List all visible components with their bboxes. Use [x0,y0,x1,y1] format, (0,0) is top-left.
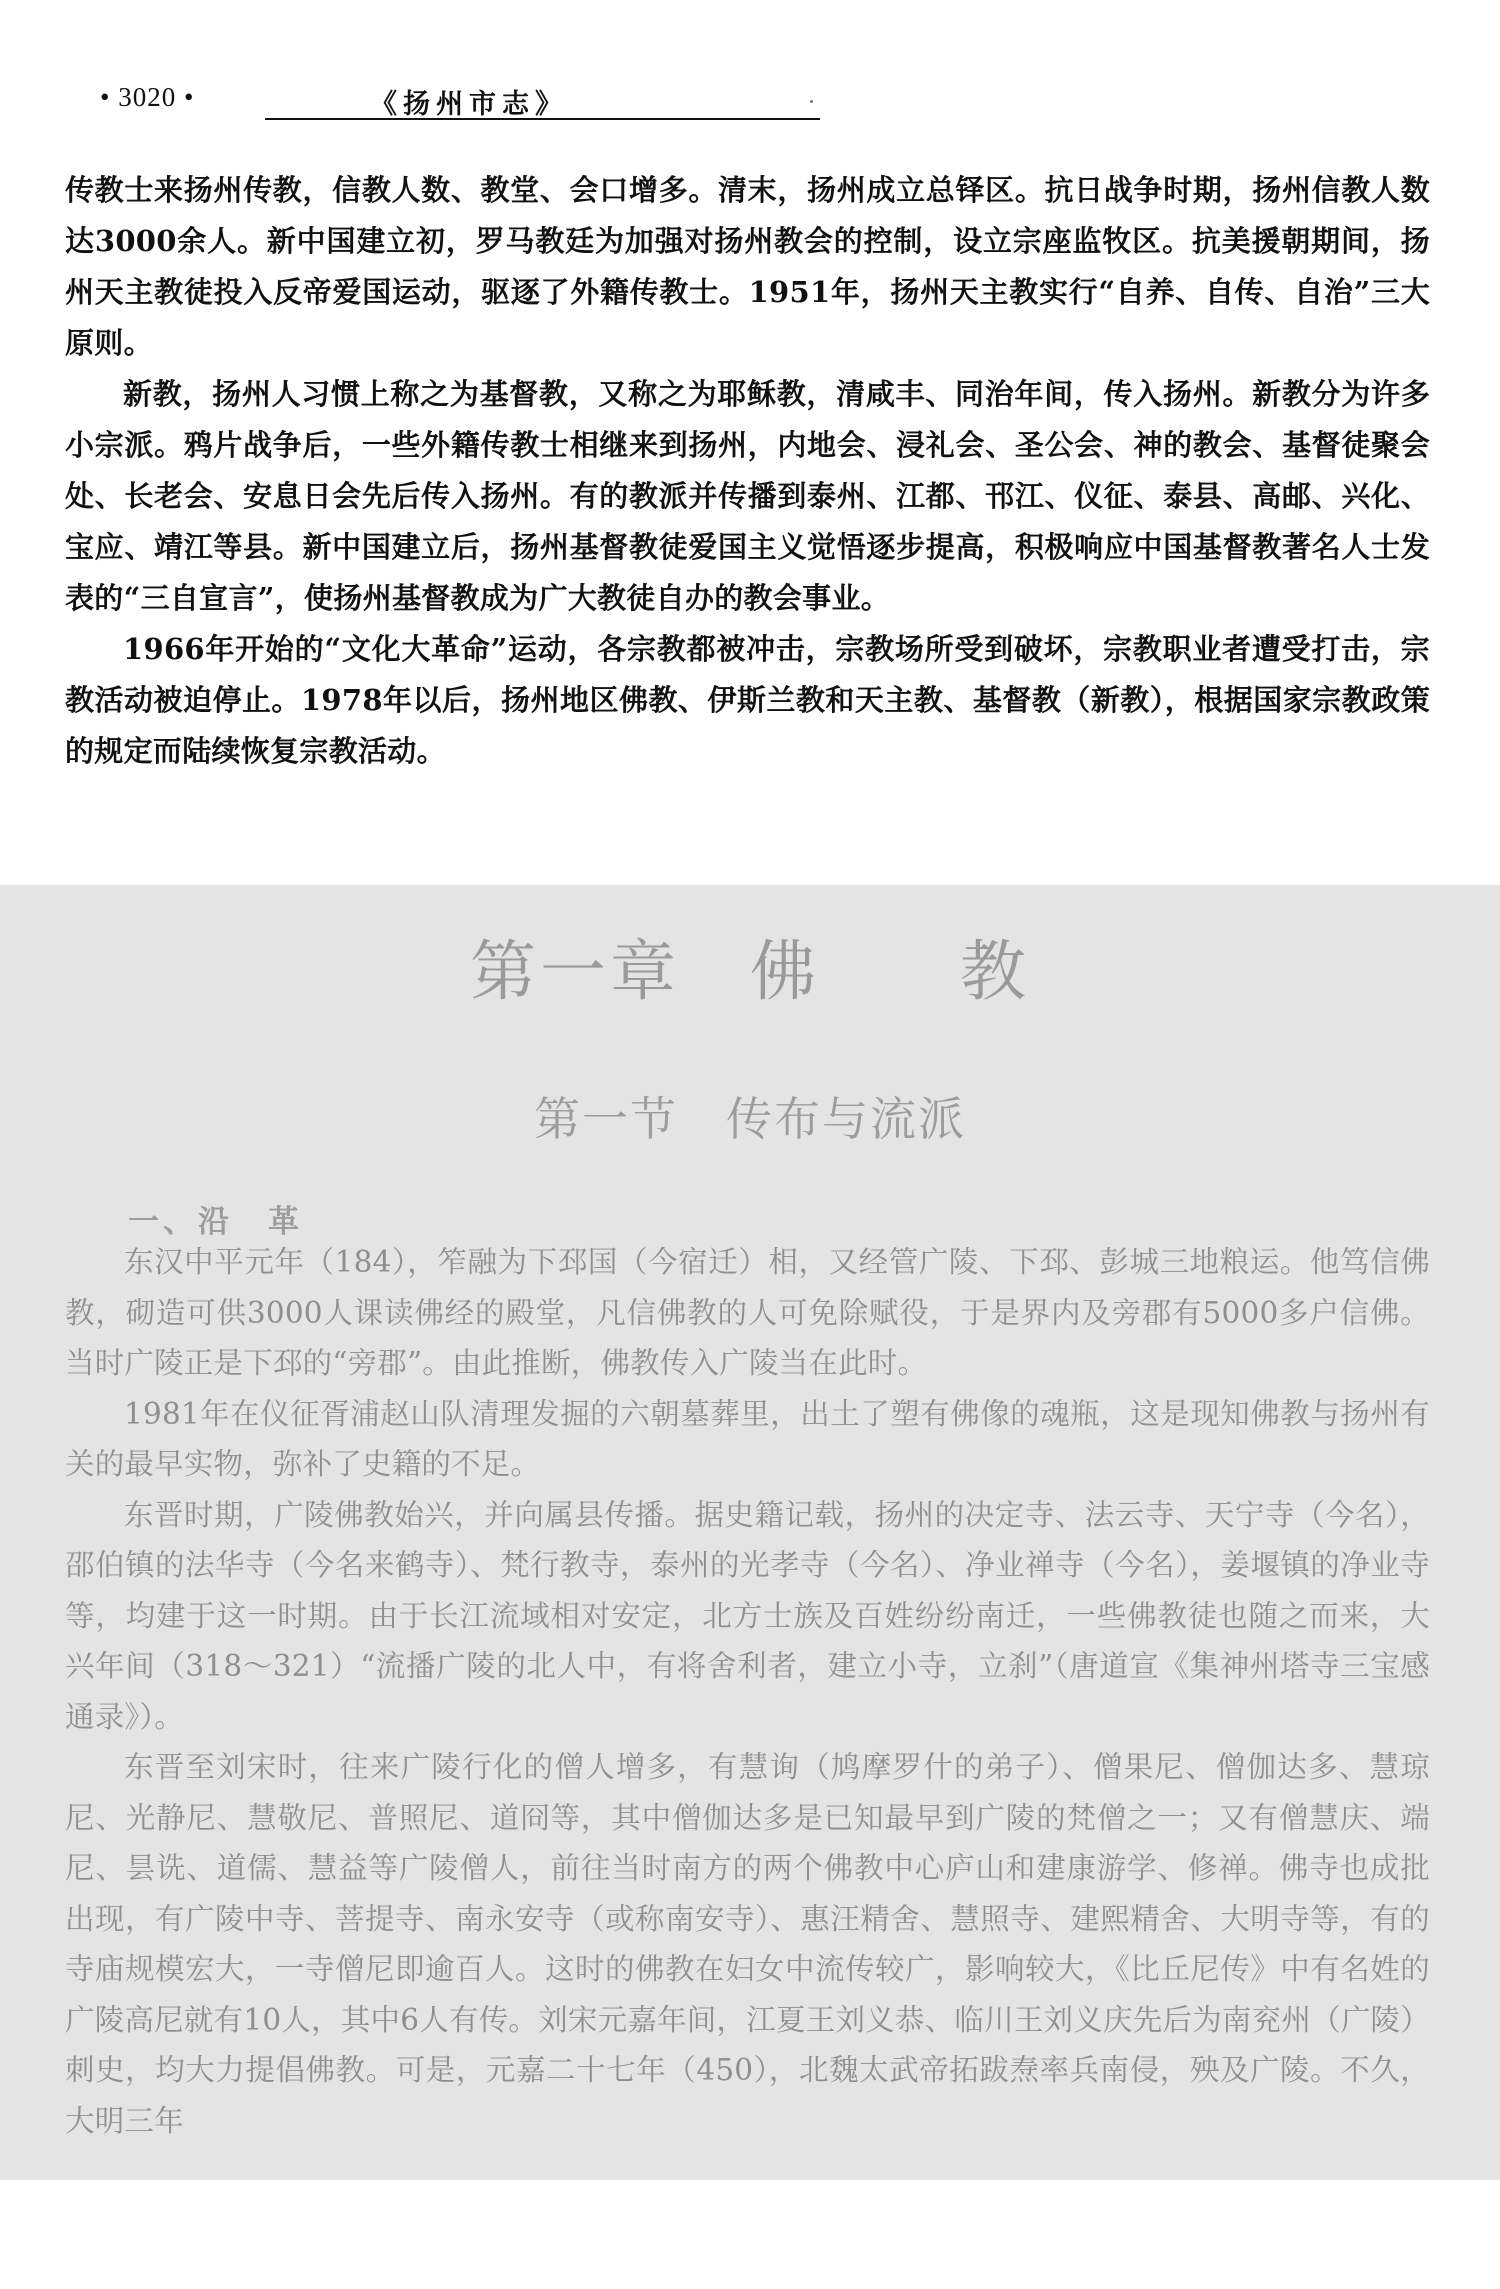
chapter-title: 第一章 佛 教 [470,933,1030,1010]
paragraph-cultural-revolution: 1966年开始的“文化大革命”运动，各宗教都被冲击，宗教场所受到破坏，宗教职业者遭受打击，宗教活动被迫停止。1978年以后，扬州地区佛教、伊斯兰教和天主教、基督教（新教），根据国家宗教政策的规定而陆续恢复宗教活动。 [65,632,1430,768]
header-rule [265,118,820,120]
scan-speck [810,100,813,103]
section-title: 第一节 传布与流派 [534,1092,966,1146]
paragraph-liu-song: 东晋至刘宋时，往来广陵行化的僧人增多，有慧询（鸠摩罗什的弟子）、僧果尼、僧伽达多、慧琼尼、光静尼、慧敬尼、普照尼、道冏等，其中僧伽达多是已知最早到广陵的梵僧之一；又有僧慧庆、端尼、昙诜、道儒、慧益等广陵僧人，前往当时南方的两个佛教中心庐山和建康游学、修禅。佛寺也成批出现，有广陵中寺、菩提寺、南永安寺（或称南安寺）、惠汪精舍、慧照寺、建熙精舍、大明寺等，有的寺庙规模宏大，一寺僧尼即逾百人。这时的佛教在妇女中流传较广，影响较大，《比丘尼传》中有名姓的广陵高尼就有10人，其中6人有传。刘宋元嘉年间，江夏王刘义恭、临川王刘义庆先后为南兖州（广陵）刺史，均大力提倡佛教。可是，元嘉二十七年（450），北魏太武帝拓跋焘率兵南侵，殃及广陵。不久，大明三年 [65,1750,1430,2138]
book-title: 《扬州市志》 [370,89,568,120]
top-body-text [65,165,1430,777]
grey-body-text [65,1237,1430,2146]
subsection-heading: 一、沿 革 [128,1204,303,1240]
paragraph-protestant: 新教，扬州人习惯上称之为基督教，又称之为耶稣教，清咸丰、同治年间，传入扬州。新教分为许多小宗派。鸦片战争后，一些外籍传教士相继来到扬州，内地会、浸礼会、圣公会、神的教会、基督徒聚会处、长老会、安息日会先后传入扬州。有的教派并传播到泰州、江都、邗江、仪征、泰县、高邮、兴化、宝应、靖江等县。新中国建立后，扬州基督教徒爱国主义觉悟逐步提高，积极响应中国基督教著名人士发表的“三自宣言”，使扬州基督教成为广大教徒自办的教会事业。 [65,377,1430,615]
paragraph-eastern-jin: 东晋时期，广陵佛教始兴，并向属县传播。据史籍记载，扬州的决定寺、法云寺、天宁寺（今名），邵伯镇的法华寺（今名来鹤寺）、梵行教寺，泰州的光孝寺（今名）、净业禅寺（今名），姜堰镇的净业寺等，均建于这一时期。由于长江流域相对安定，北方士族及百姓纷纷南迁，一些佛教徒也随之而来，大兴年间（318～321）“流播广陵的北人中，有将舍利者，建立小寺，立刹”（唐道宣《集神州塔寺三宝感通录》）。 [65,1497,1430,1734]
paragraph-archaeology: 1981年在仪征胥浦赵山队清理发掘的六朝墓葬里，出土了塑有佛像的魂瓶，这是现知佛教与扬州有关的最早实物，弥补了史籍的不足。 [65,1396,1430,1481]
paragraph-han-origin: 东汉中平元年（184），笮融为下邳国（今宿迁）相，又经管广陵、下邳、彭城三地粮运。他笃信佛教，砌造可供3000人课读佛经的殿堂，凡信佛教的人可免除赋役，于是界内及旁郡有5000多户信佛。当时广陵正是下邳的“旁郡”。由此推断，佛教传入广陵当在此时。 [65,1245,1430,1380]
paragraph-catholic-continued: 传教士来扬州传教，信教人数、教堂、会口增多。清末，扬州成立总铎区。抗日战争时期，扬州信教人数达3000余人。新中国建立初，罗马教廷为加强对扬州教会的控制，设立宗座监牧区。抗美援朝期间，扬州天主教徒投入反帝爱国运动，驱逐了外籍传教士。1951年，扬州天主教实行“自养、自传、自治”三大原则。 [65,173,1430,360]
page-number: • 3020 • [100,82,195,112]
running-header [100,82,740,122]
